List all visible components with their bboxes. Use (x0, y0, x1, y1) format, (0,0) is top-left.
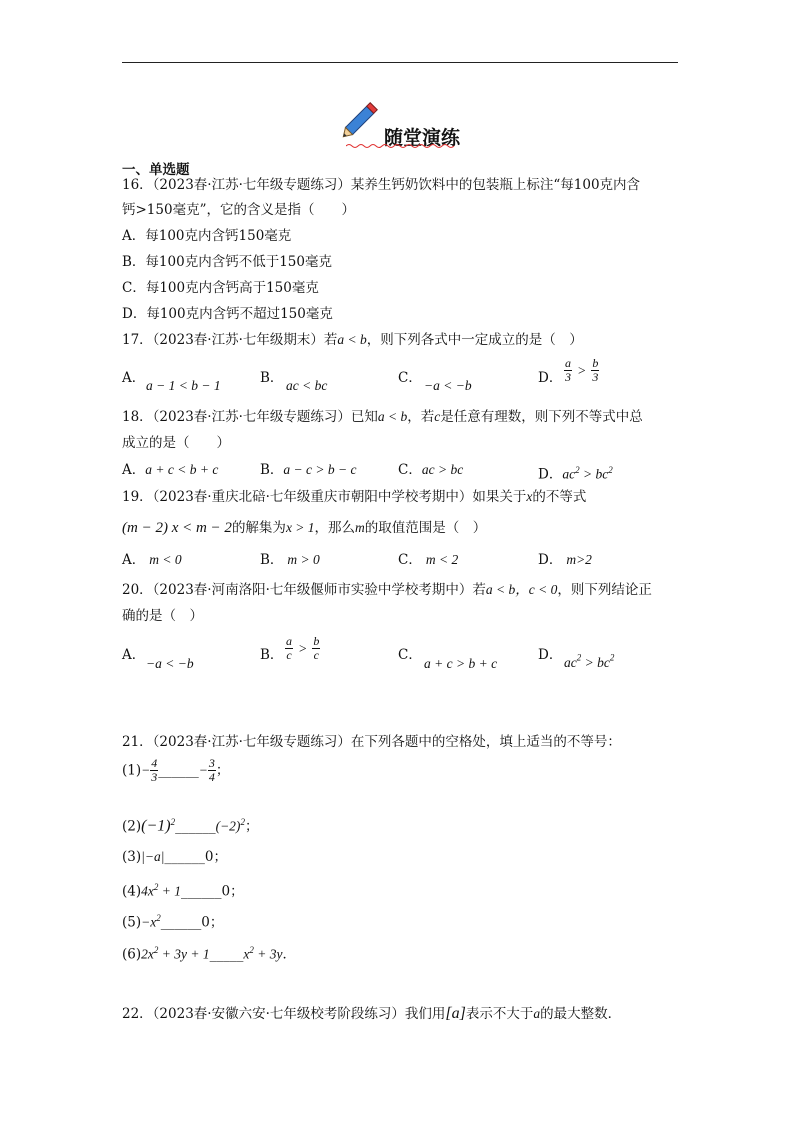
q21-part4 (122, 878, 244, 901)
q19-end: 的取值范围是（ ） (364, 520, 487, 536)
q20-option-b-math (285, 635, 320, 662)
operator: > (298, 641, 308, 656)
q22-math: [a] (445, 1005, 466, 1022)
q20-option-a-math: −a < −b (146, 656, 194, 671)
fraction (591, 357, 599, 384)
minus-sign: − (141, 762, 151, 778)
answer-blank[interactable]: ______ (164, 849, 205, 865)
q18-option-b (260, 461, 357, 479)
section-title: 随堂演练 (384, 127, 461, 149)
q19-mid: 的解集为 (231, 520, 286, 536)
section-label: 一、单选题 (122, 162, 190, 178)
option-math: m < 0 (149, 552, 182, 567)
q20-option-a (122, 646, 145, 664)
operator: > (577, 363, 587, 378)
option-math: ac (562, 466, 576, 482)
q17-option-a-math: a − 1 < b − 1 (146, 378, 221, 393)
q19-stem-line2 (122, 519, 486, 537)
q16-stem-line2: 钙>150毫克”，它的含义是指（ ） (122, 202, 355, 218)
option-label: C． (398, 462, 422, 478)
q17-option-d-math (564, 357, 599, 384)
denominator: 3 (565, 370, 571, 384)
wavy-underline (346, 143, 456, 149)
q18-math2: c (434, 409, 441, 424)
part-label: (6) (122, 946, 142, 963)
pencil-icon (338, 96, 384, 142)
option-math: > bc (581, 655, 610, 670)
option-label: D． (538, 552, 563, 568)
q19-stem-pre: 19．（2023春·重庆北碚·七年级重庆市朝阳中学校考期中）如果关于 (122, 489, 527, 505)
q20-stem-pre: 20．（2023春·河南洛阳·七年级偃师市实验中学校考期中）若 (122, 582, 486, 598)
math-term: + 1 (158, 883, 181, 899)
fraction (285, 635, 293, 662)
option-math: ac > bc (421, 462, 464, 477)
q22-stem-mid: 表示不大于 (465, 1006, 534, 1022)
q20-option-c (398, 646, 422, 664)
q18-option-d (538, 461, 613, 484)
exponent: 2 (240, 817, 245, 827)
q17-option-c (398, 369, 422, 387)
denominator: 4 (208, 770, 215, 784)
q18-stem-mid: ，若 (407, 409, 435, 425)
q16-option-d: D．每100克内含钙不超过150毫克 (122, 306, 333, 322)
q20-stem-post: ，则下列结论正 (557, 582, 652, 598)
part-label: (1) (122, 762, 142, 779)
option-label: B． (260, 462, 284, 478)
option-label: A． (122, 647, 146, 663)
q19-option-a (122, 551, 182, 569)
option-math: > bc (579, 466, 609, 482)
numerator: b (592, 356, 599, 370)
option-math: a − c > b − c (283, 462, 357, 477)
answer-blank[interactable]: ______ (160, 914, 202, 931)
numerator: a (565, 356, 571, 370)
q16-option-a: A．每100克内含钙150毫克 (122, 228, 292, 244)
q17-option-c-math: −a < −b (424, 378, 472, 393)
q18-option-c (398, 461, 463, 479)
option-label: D． (538, 647, 563, 663)
q16-option-b: B．每100克内含钙不低于150毫克 (122, 254, 332, 270)
q20-option-d-math (564, 652, 614, 671)
exponent: 2 (156, 913, 161, 923)
fraction (312, 635, 320, 662)
q20-stem-line2: 确的是（ ） (122, 608, 203, 624)
q17-stem-math: a < b (337, 332, 367, 347)
option-label: B． (260, 370, 284, 386)
option-label: B． (260, 647, 284, 663)
q19-var2: m (355, 520, 365, 535)
q21-part5 (122, 909, 223, 932)
q19-option-b (260, 551, 320, 569)
math-term: x (243, 946, 250, 962)
option-label: A． (122, 370, 146, 386)
q18-stem-line1 (122, 408, 643, 426)
exponent: 2 (608, 465, 613, 475)
q21-part1 (122, 757, 229, 784)
punctuation: 0； (201, 914, 224, 931)
q18-stem-pre: 18．（2023春·江苏·七年级专题练习）已知 (122, 409, 378, 425)
denominator: 3 (151, 770, 158, 784)
q19-stem-post: 的不等式 (532, 489, 587, 505)
q19-stem-line1 (122, 488, 586, 506)
punctuation: ； (244, 818, 259, 835)
punctuation: ； (215, 762, 230, 779)
exponent: 2 (153, 945, 159, 955)
denominator: 3 (592, 370, 599, 384)
q16-stem-line1: 16．（2023春·江苏·七年级专题练习）某养生钙奶饮料中的包装瓶上标注“每100克内含 (122, 177, 641, 193)
q22-stem (122, 1005, 621, 1023)
q21-part2 (122, 813, 258, 836)
fraction (564, 357, 572, 384)
q18-option-a (122, 461, 218, 479)
option-math: m>2 (566, 552, 592, 567)
answer-blank[interactable]: ______ (181, 883, 222, 900)
denominator: c (313, 648, 319, 662)
math-term: + 3y + 1 (158, 946, 210, 962)
option-label: C． (398, 647, 422, 663)
option-label: D． (538, 466, 563, 483)
q20-stem-line1 (122, 581, 652, 599)
q18-math1: a < b (377, 409, 408, 424)
math-term: −x (141, 914, 157, 930)
answer-blank[interactable]: ______ (175, 818, 216, 835)
numerator: b (313, 634, 320, 648)
q19-var: x (526, 489, 533, 504)
exponent: 2 (249, 945, 254, 955)
answer-blank[interactable]: _____ (209, 946, 244, 963)
q20-option-d (538, 646, 562, 664)
part-label: (3) (122, 849, 142, 865)
option-label: B． (260, 552, 284, 568)
q22-stem-post: 的最大整数． (540, 1006, 622, 1022)
numerator: 4 (151, 756, 158, 770)
option-math: m > 0 (287, 552, 320, 567)
option-math: a + c < b + c (145, 462, 219, 477)
math-term: 4x (141, 883, 154, 899)
q20-math: a < b，c < 0 (485, 582, 558, 597)
option-math: m < 2 (425, 552, 459, 567)
header-rule (122, 62, 678, 63)
fraction (208, 757, 216, 784)
q21-part6 (122, 941, 296, 964)
q19-option-d (538, 551, 592, 569)
option-label: C． (398, 552, 422, 568)
exponent: 2 (170, 817, 176, 827)
math-term: 2x (141, 946, 154, 962)
q17-option-a (122, 369, 145, 387)
q17-stem (122, 331, 583, 349)
q21-stem: 21．（2023春·江苏·七年级专题练习）在下列各题中的空格处，填上适当的不等号： (122, 734, 621, 750)
q21-part3 (122, 848, 227, 866)
math-term: + 3y (253, 946, 283, 962)
math-term: (−1) (141, 817, 171, 835)
q22-var: a (533, 1006, 541, 1021)
q17-option-b (260, 369, 283, 387)
option-math: ac (564, 655, 577, 670)
numerator: a (286, 634, 292, 648)
q17-stem-pre: 17．（2023春·江苏·七年级期末）若 (122, 332, 338, 348)
q19-math2: x > 1 (285, 520, 315, 535)
q20-option-c-math: a + c > b + c (424, 656, 498, 671)
option-label: C． (398, 370, 422, 386)
q16-option-c: C．每100克内含钙高于150毫克 (122, 280, 319, 296)
exponent: 2 (575, 465, 580, 475)
q18-stem-line2: 成立的是（ ） (122, 435, 230, 451)
exponent: 2 (576, 652, 582, 663)
q22-stem-pre: 22．（2023春·安徽六安·七年级校考阶段练习）我们用 (122, 1006, 446, 1022)
math-term: (−2) (215, 818, 241, 834)
q17-option-b-math: ac < bc (286, 378, 328, 393)
q19-math: (m − 2) x < m − 2 (122, 520, 232, 536)
q19-post: ，那么 (314, 520, 356, 536)
q17-option-d (538, 369, 562, 387)
option-label: A． (122, 552, 146, 568)
exponent: 2 (609, 652, 615, 663)
punctuation: ． (282, 946, 296, 963)
part-label: (2) (122, 818, 142, 835)
option-label: A． (122, 462, 146, 478)
minus-sign: − (198, 762, 208, 778)
q18-stem-post: 是任意有理数，则下列不等式中总 (440, 409, 643, 425)
exponent: 2 (153, 882, 159, 892)
punctuation: 0； (221, 883, 244, 900)
option-label: D． (538, 370, 563, 386)
denominator: c (286, 648, 292, 662)
answer-blank[interactable]: ______ (158, 762, 199, 779)
q19-option-c (398, 551, 458, 569)
numerator: 3 (208, 756, 215, 770)
punctuation: 0； (204, 849, 228, 865)
part-label: (5) (122, 914, 142, 931)
q20-option-b (260, 646, 283, 664)
part-label: (4) (122, 883, 142, 900)
q17-stem-post: ，则下列各式中一定成立的是（ ） (366, 332, 583, 348)
math-term: |−a| (141, 849, 165, 864)
